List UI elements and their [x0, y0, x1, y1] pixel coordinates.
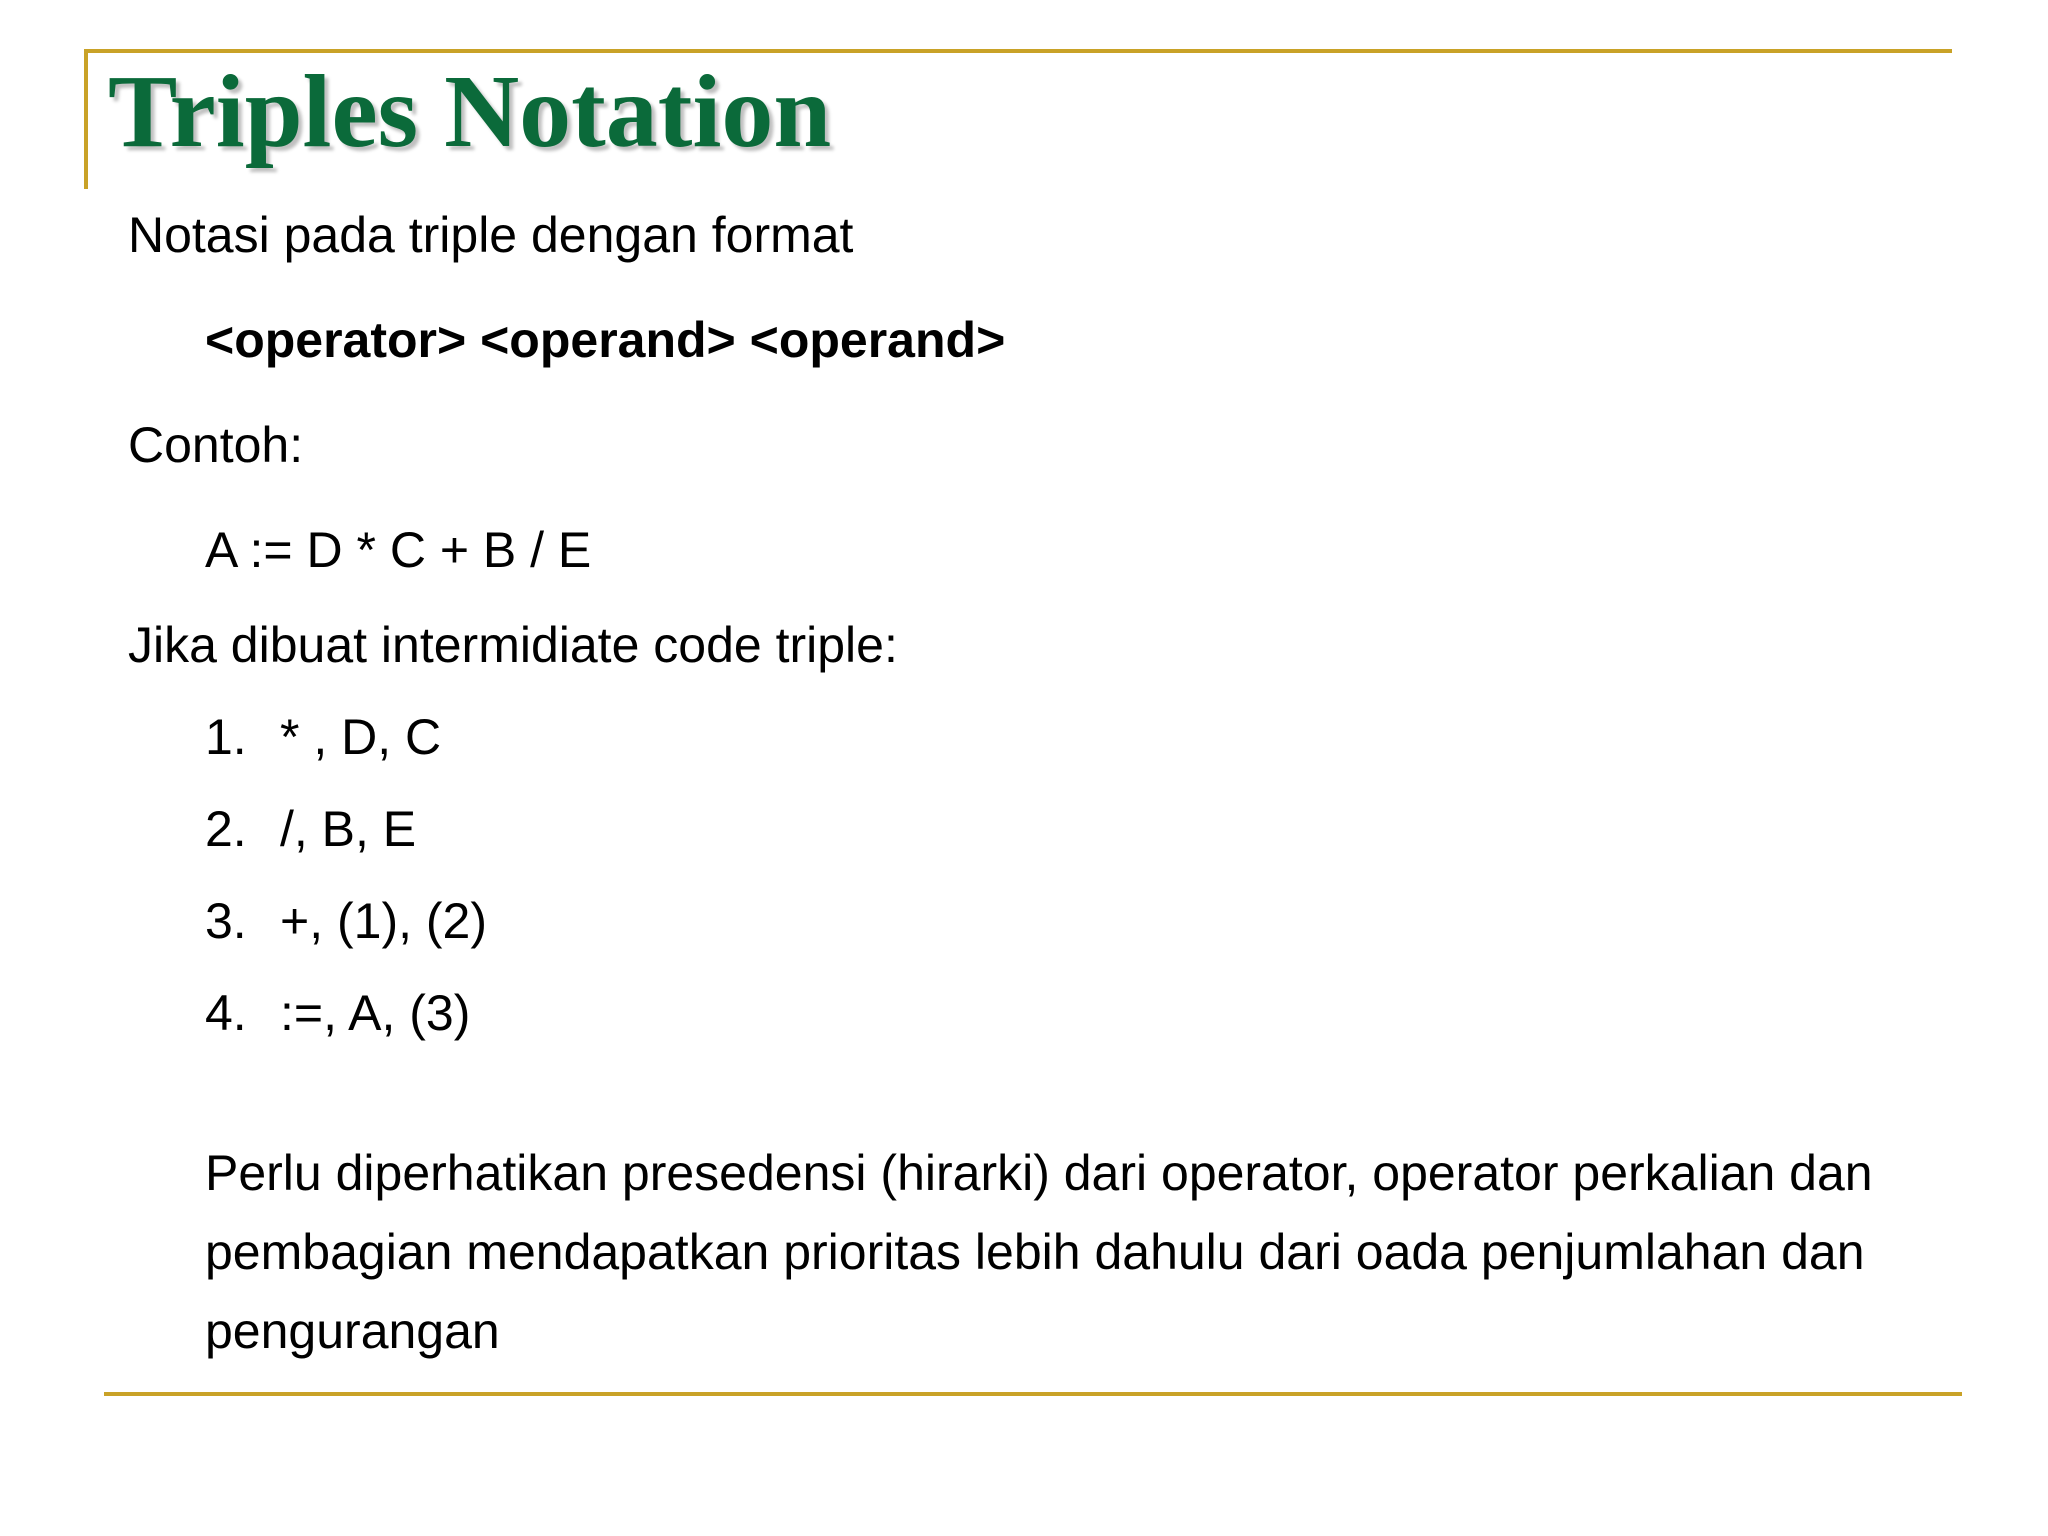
format-text: <operator> <operand> <operand>: [205, 312, 1006, 368]
list-item-number: 4.: [205, 985, 247, 1041]
list-item: [205, 799, 416, 859]
bottom-rule: [104, 1392, 1962, 1396]
list-item: [205, 707, 441, 767]
list-item-number: 2.: [205, 801, 247, 857]
left-rule: [84, 49, 88, 189]
expression-text: A := D * C + B / E: [205, 522, 592, 578]
list-item-text: :=, A, (3): [280, 985, 471, 1041]
list-item-text: +, (1), (2): [280, 893, 487, 949]
slide-title: Triples Notation: [108, 54, 832, 169]
intro-text: Notasi pada triple dengan format: [128, 207, 854, 263]
list-item-text: /, B, E: [280, 801, 417, 857]
list-item: [205, 983, 470, 1043]
list-item-number: 1.: [205, 709, 247, 765]
triple-intro-text: Jika dibuat intermidiate code triple:: [128, 617, 898, 673]
example-label: Contoh:: [128, 417, 304, 473]
note-paragraph: Perlu diperhatikan presedensi (hirarki) dari operator, operator perkalian dan pembagian mendapatkan prioritas lebih dahulu dari oada penjumlahan dan pengurangan: [205, 1145, 1873, 1359]
list-item-text: * , D, C: [280, 709, 442, 765]
list-item: [205, 891, 487, 951]
list-item-number: 3.: [205, 893, 247, 949]
